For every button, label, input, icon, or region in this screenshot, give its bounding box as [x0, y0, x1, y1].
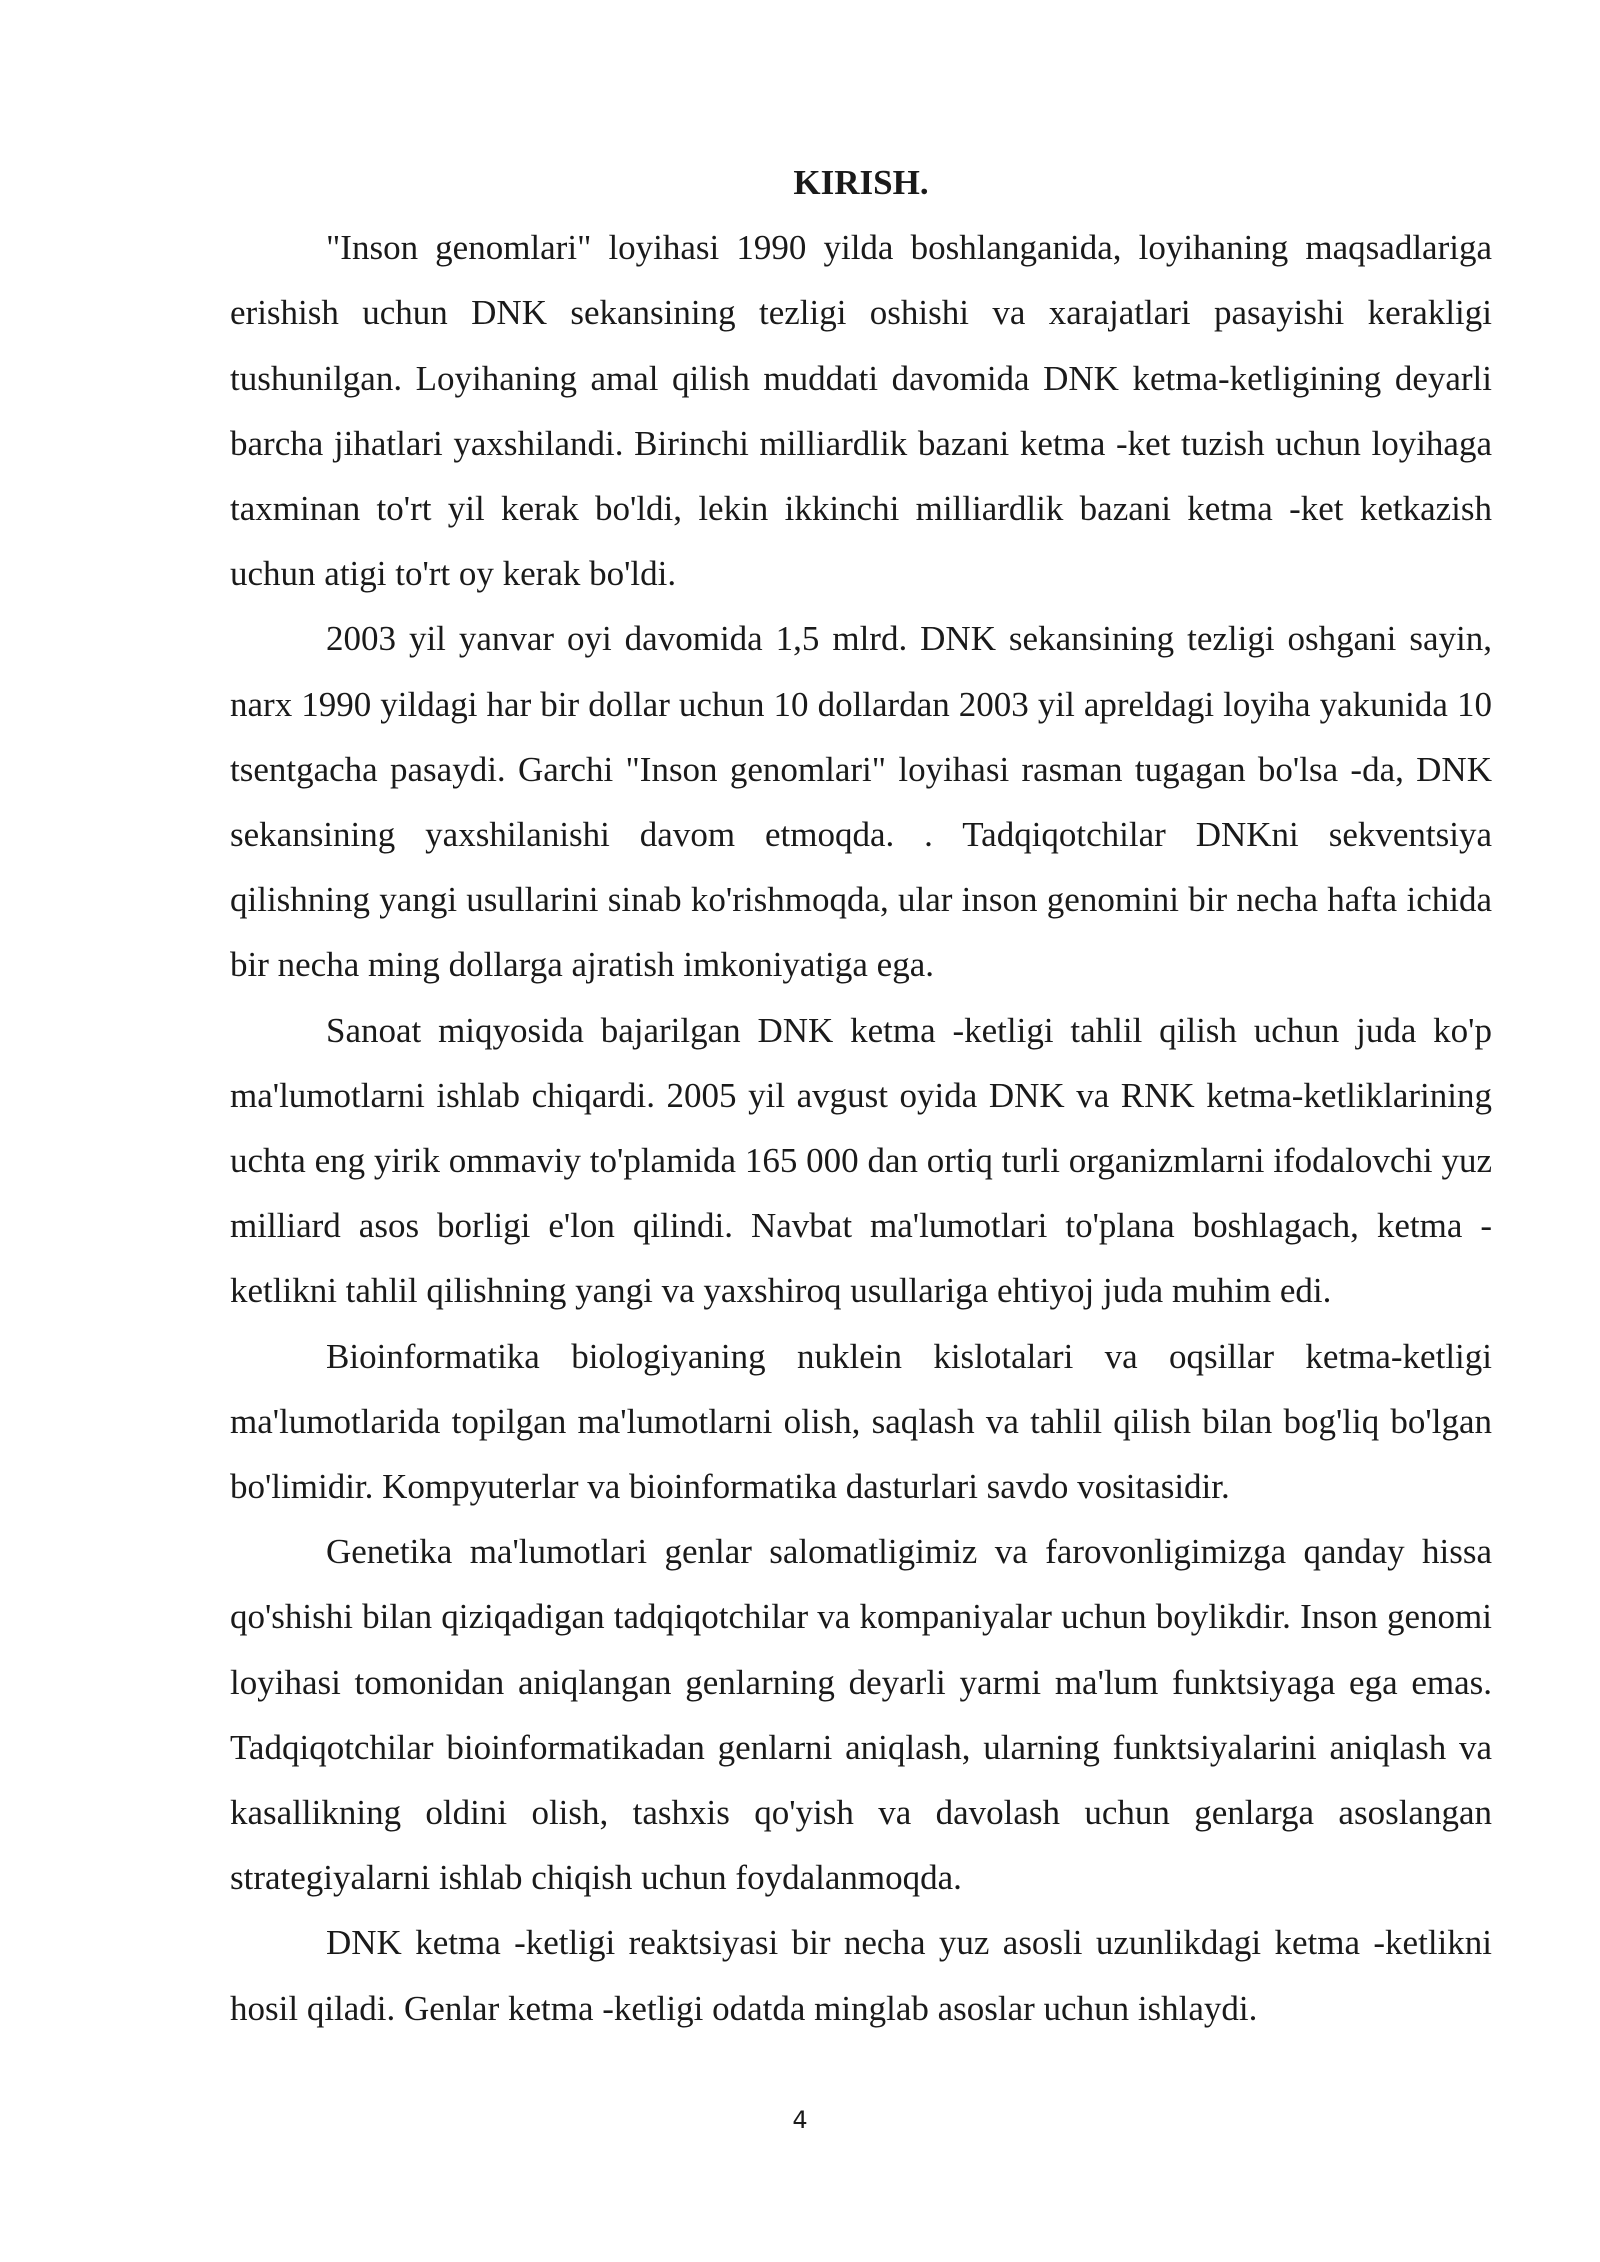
paragraph-4: Bioinformatika biologiyaning nuklein kislotalari va oqsillar ketma-ketligi ma'lumotlarida topilgan ma'lumotlarni olish, saqlash va tahlil qilish bilan bog'liq bo'lgan bo'limidir. Kompyuterlar va bioinformatika dasturlari savdo vositasidir.	[230, 1336, 1492, 1507]
document-page	[230, 150, 1492, 2041]
page-title: KIRISH.	[793, 163, 929, 202]
paragraph-1: "Inson genomlari" loyihasi 1990 yilda boshlanganida, loyihaning maqsadlariga erishish uchun DNK sekansining tezligi oshishi va xarajatlari pasayishi kerakligi tushunilgan. Loyihaning amal qilish muddati davomida DNK ketma-ketligining deyarli barcha jihatlari yaxshilandi. Birinchi milliardlik bazani ketma -ket tuzish uchun loyihaga taxminan to'rt yil kerak bo'ldi, lekin ikkinchi milliardlik bazani ketma -ket ketkazish uchun atigi to'rt oy kerak bo'ldi.	[230, 228, 1492, 594]
paragraph-5: Genetika ma'lumotlari genlar salomatligimiz va farovonligimizga qanday hissa qo'shishi bilan qiziqadigan tadqiqotchilar va kompaniyalar uchun boylikdir. Inson genomi loyihasi tomonidan aniqlangan genlarning deyarli yarmi ma'lum funktsiyaga ega emas. Tadqiqotchilar bioinformatikadan genlarni aniqlash, ularning funktsiyalarini aniqlash va kasallikning oldini olish, tashxis qo'yish va davolash uchun genlarga asoslangan strategiyalarni ishlab chiqish uchun foydalanmoqda.	[230, 1532, 1492, 1898]
paragraph-3: Sanoat miqyosida bajarilgan DNK ketma -ketligi tahlil qilish uchun juda ko'p ma'lumotlarni ishlab chiqardi. 2005 yil avgust oyida DNK va RNK ketma-ketliklarining uchta eng yirik ommaviy to'plamida 165 000 dan ortiq turli organizmlarni ifodalovchi yuz milliard asos borligi e'lon qilindi. Navbat ma'lumotlari to'plana boshlagach, ketma -ketlikni tahlil qilishning yangi va yaxshiroq usullariga ehtiyoj juda muhim edi.	[230, 1010, 1492, 1311]
paragraph-6: DNK ketma -ketligi reaktsiyasi bir necha yuz asosli uzunlikdagi ketma -ketlikni hosil qiladi. Genlar ketma -ketligi odatda minglab asoslar uchun ishlaydi.	[230, 1923, 1492, 2028]
paragraph-2: 2003 yil yanvar oyi davomida 1,5 mlrd. DNK sekansining tezligi oshgani sayin, narx 1990 yildagi har bir dollar uchun 10 dollardan 2003 yil apreldagi loyiha yakunida 10 tsentgacha pasaydi. Garchi "Inson genomlari" loyihasi rasman tugagan bo'lsa -da, DNK sekansining yaxshilanishi davom etmoqda. . Tadqiqotchilar DNKni sekventsiya qilishning yangi usullarini sinab ko'rishmoqda, ular inson genomini bir necha hafta ichida bir necha ming dollarga ajratish imkoniyatiga ega.	[230, 619, 1492, 985]
page-number: 4	[792, 2106, 808, 2134]
